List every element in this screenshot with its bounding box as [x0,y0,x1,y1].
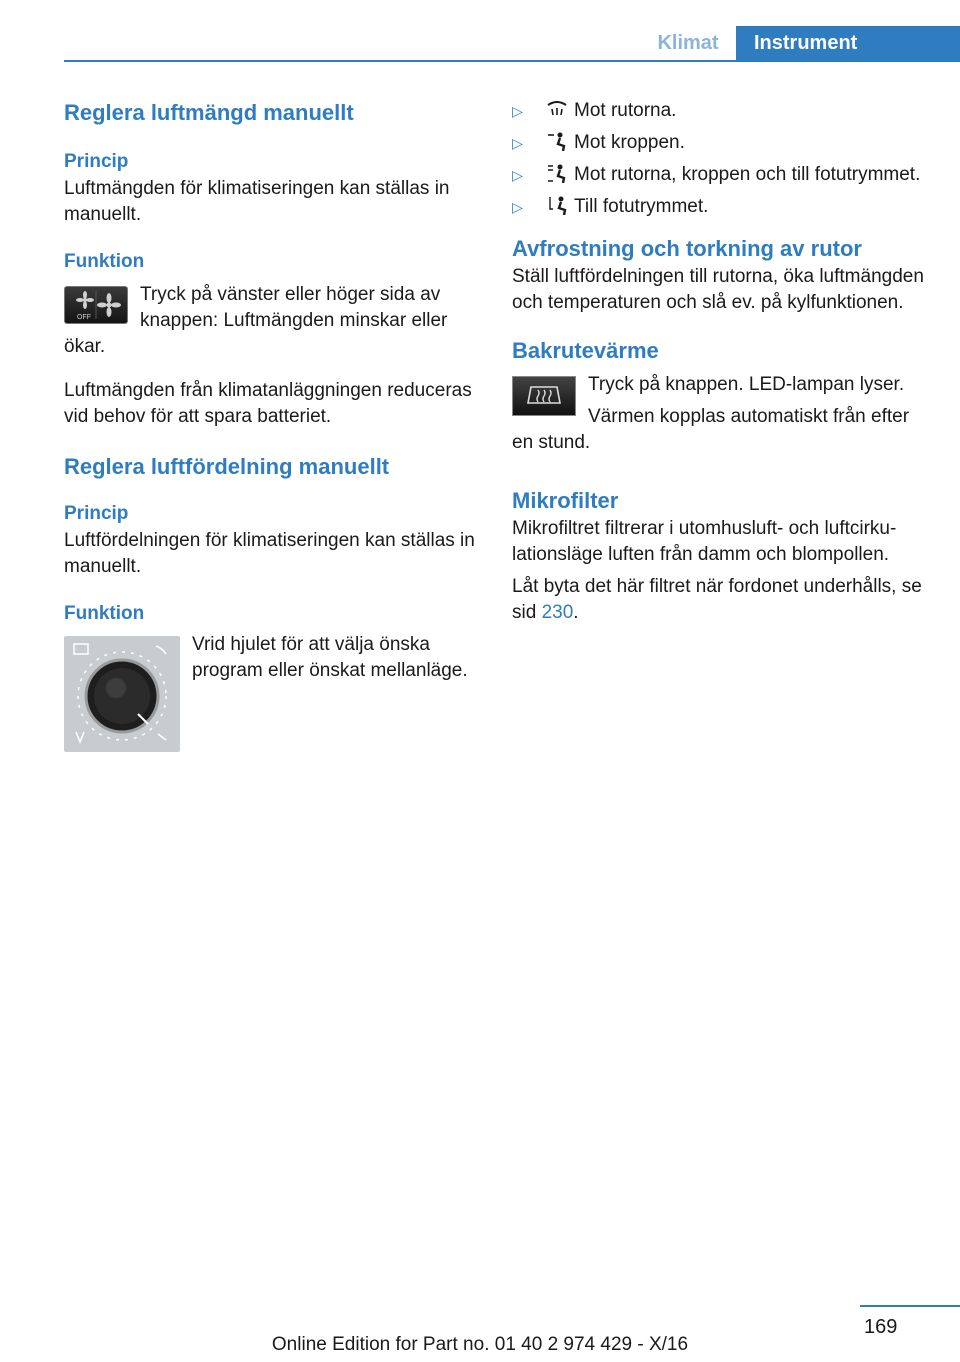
fan-button-image [64,286,128,324]
page-reference-link[interactable]: 230 [541,602,574,623]
left-column [64,98,480,752]
right-column [512,98,932,626]
list-item [512,162,932,188]
windscreen-air-icon [546,99,568,119]
section-title-rear-heating: Bakrutevärme [512,338,659,363]
list-item-text: Till fotutrymmet. [574,196,709,217]
bullet-triangle-icon: ▷ [512,167,523,183]
dial-text: Vrid hjulet för att välja önska program eller önskat mellanläge. [192,634,468,681]
tab-instrument[interactable]: Instrument [736,26,960,62]
page-number: 169 [864,1316,898,1338]
edition-footer: Online Edition for Part no. 01 40 2 974 429 - X/16 [271,1334,689,1355]
rear-window-button-image [512,376,576,416]
princip-heading: Princip [64,151,129,172]
princip-heading-2: Princip [64,503,129,524]
list-item [512,194,932,220]
microfilter-text-2: Låt byta det här filtret när fordonet underhålls, se sid 230. [512,576,922,623]
funktion-heading: Funktion [64,251,145,272]
list-item [512,98,932,124]
microfilter-text-1: Mikrofiltret filtrerar i utomhusluft- och luftcirkulationsläge luften från damm och blompollen. [512,518,897,565]
battery-note: Luftmängden från klimatanläggningen reduceras vid behov för att spara batteriet. [64,380,472,427]
bullet-triangle-icon: ▷ [512,135,523,151]
princip-text: Luftmängden för klimatiseringen kan ställas in manuellt. [64,178,450,225]
list-item-text: Mot rutorna. [574,100,677,121]
distribution-dial-icon [64,636,180,752]
list-item-text: Mot kroppen. [574,132,685,153]
fan-icon [65,287,127,323]
list-item-text: Mot rutorna, kroppen och till fotutrymmet. [574,164,921,185]
distribution-list [512,98,932,220]
tab-klimat[interactable]: Klimat [657,32,719,54]
rear-heating-text-1: Tryck på knappen. LED-lampan lyser. [588,374,905,395]
section-title-microfilter: Mikrofilter [512,488,619,513]
section-title-defrost: Avfrostning och torkning av rutor [512,236,862,261]
rear-heating-text-2: Värmen kopplas automatiskt från efter en stund. [512,406,910,453]
footer-rule [860,1305,960,1307]
svg-text:OFF: OFF [77,314,91,321]
list-item [512,130,932,156]
upper-body-air-icon [546,131,568,151]
all-directions-air-icon [546,163,568,183]
rear-window-heating-icon [513,377,575,415]
funktion-text: Tryck på vänster eller höger sida av knappen: Luftmängden minskar eller ökar. [64,284,448,357]
bullet-triangle-icon: ▷ [512,199,523,215]
section-title-distribution: Reglera luftfördelning manuellt [64,454,390,479]
dial-image [64,636,180,752]
princip-text-2: Luftfördelningen för klimatiseringen kan ställas in manuellt. [64,530,475,577]
footwell-air-icon [546,195,568,215]
bullet-triangle-icon: ▷ [512,103,523,119]
section-title-airflow: Reglera luftmängd manuellt [64,100,354,125]
defrost-text: Ställ luftfördelningen till rutorna, öka luftmängden och temperaturen och slå ev. på kylfunktionen. [512,266,924,313]
funktion-heading-2: Funktion [64,603,145,624]
